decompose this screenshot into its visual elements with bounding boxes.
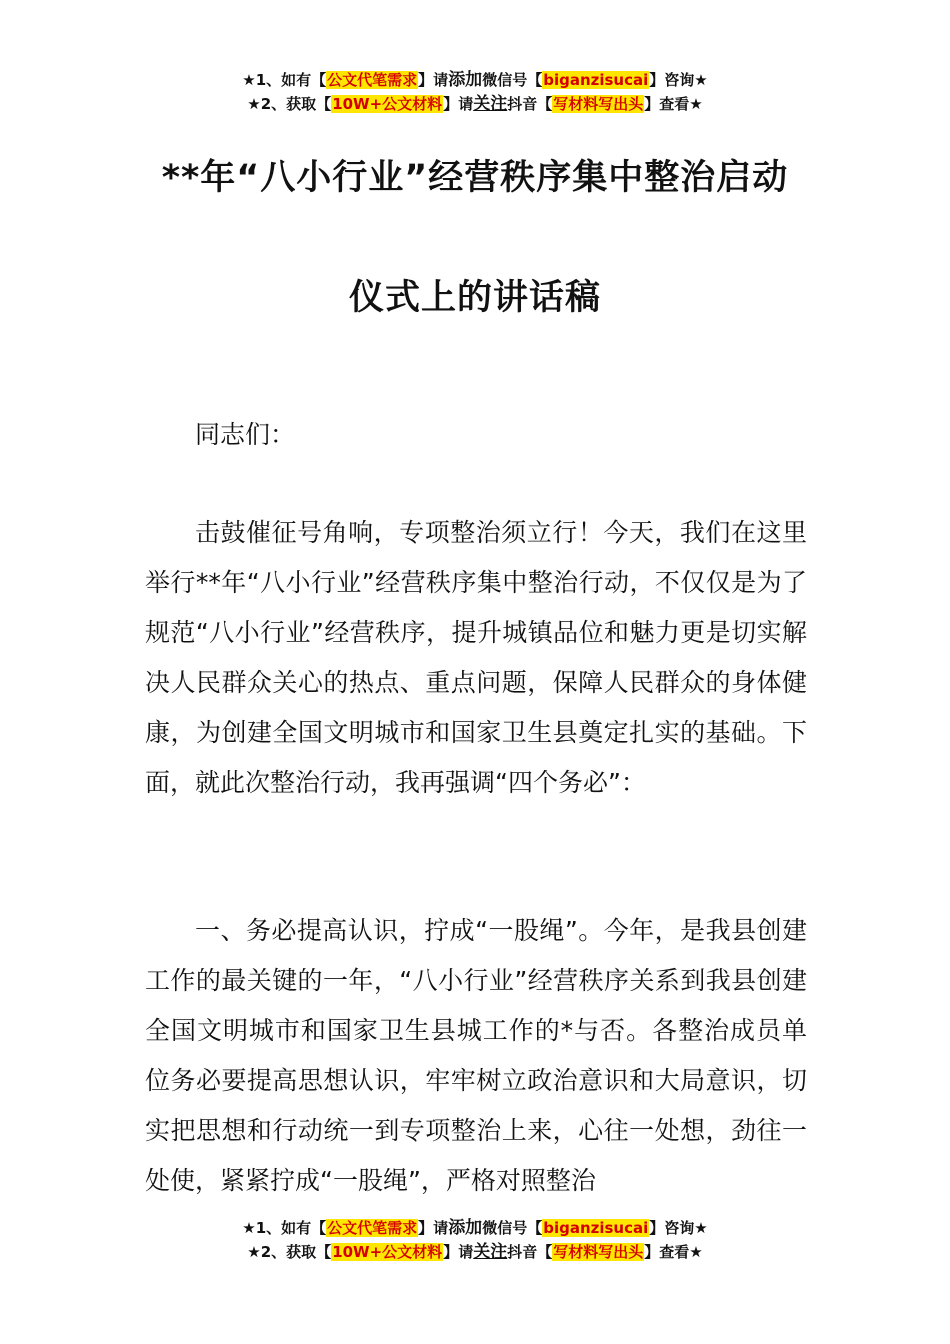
banner-text: 抖音【 <box>507 95 553 113</box>
banner-highlight: 公文代笔需求 <box>327 71 418 89</box>
banner-text: ★1、如有【 <box>242 1219 327 1237</box>
banner-text: 】请 <box>443 95 474 113</box>
banner-highlight: 写材料写出头 <box>553 1243 644 1261</box>
paragraph-1: 击鼓催征号角响，专项整治须立行！今天，我们在这里举行**年“八小行业”经营秩序集中整治行动，不仅仅是为了规范“八小行业”经营秩序，提升城镇品位和魅力更是切实解决人民群众关心的热点、重点问题，保障人民群众的身体健康，为创建全国文明城市和国家卫生县奠定扎实的基础。下面，就此次整治行动，我再强调“四个务必”： <box>145 518 807 797</box>
document-title-line-1: **年“八小行业”经营秩序集中整治启动 <box>161 158 789 198</box>
banner-line-2 <box>0 1240 950 1264</box>
banner-text: 抖音【 <box>507 1243 553 1261</box>
banner-emphasis: 添加 <box>448 1218 483 1238</box>
banner-highlight: 公文代笔需求 <box>327 1219 418 1237</box>
banner-emphasis: 添加 <box>448 70 483 90</box>
banner-line-2 <box>0 92 950 116</box>
banner-line-1 <box>0 1216 950 1240</box>
banner-wechat-id: biganzisucai <box>543 1219 649 1237</box>
banner-text: 】查看★ <box>644 1243 703 1261</box>
banner-highlight: 10W+公文材料 <box>332 95 443 113</box>
banner-text: 】请 <box>443 1243 474 1261</box>
banner-highlight: 10W+公文材料 <box>332 1243 443 1261</box>
document-title-line-2: 仪式上的讲话稿 <box>348 278 601 318</box>
banner-line-1 <box>0 68 950 92</box>
banner-text: 微信号【 <box>482 1219 543 1237</box>
header-banner <box>0 68 950 116</box>
banner-highlight: 写材料写出头 <box>553 95 644 113</box>
banner-text: 】请 <box>418 1219 449 1237</box>
salutation: 同志们： <box>195 420 296 449</box>
footer-banner <box>0 1216 950 1264</box>
banner-wechat-id: biganzisucai <box>543 71 649 89</box>
banner-text: ★1、如有【 <box>242 71 327 89</box>
banner-emphasis: 关注 <box>473 1242 508 1262</box>
banner-text: 】查看★ <box>644 95 703 113</box>
banner-text: 微信号【 <box>482 71 543 89</box>
banner-text: ★2、获取【 <box>247 1243 332 1261</box>
banner-emphasis: 关注 <box>473 94 508 114</box>
banner-text: 】请 <box>418 71 449 89</box>
banner-text: 】咨询★ <box>649 71 708 89</box>
banner-text: ★2、获取【 <box>247 95 332 113</box>
banner-text: 】咨询★ <box>649 1219 708 1237</box>
paragraph-2: 一、务必提高认识，拧成“一股绳”。今年，是我县创建工作的最关键的一年，“八小行业”经营秩序关系到我县创建全国文明城市和国家卫生县城工作的*与否。各整治成员单位务必要提高思想认识，牢牢树立政治意识和大局意识，切实把思想和行动统一到专项整治上来，心往一处想，劲往一处使，紧紧拧成“一股绳”，严格对照整治 <box>145 916 807 1195</box>
